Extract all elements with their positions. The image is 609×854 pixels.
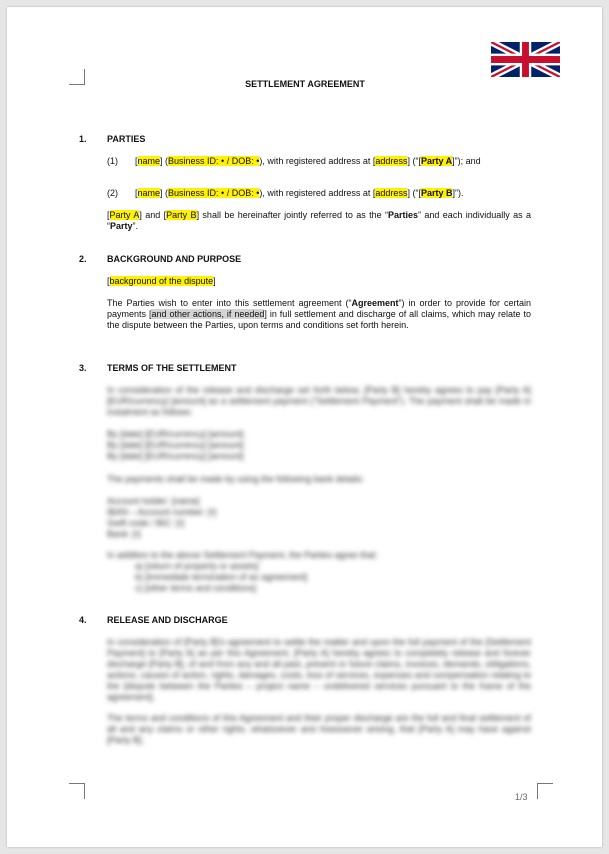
page-number: 1/3 xyxy=(515,792,528,802)
bank-line: Bank: [•] xyxy=(107,529,141,539)
section-title: TERMS OF THE SETTLEMENT xyxy=(107,363,237,373)
uk-flag-icon xyxy=(491,42,560,77)
dispute-placeholder: [background of the dispute] xyxy=(107,276,216,286)
list-item: b) [immediate termination of an agreement] xyxy=(135,572,308,582)
placeholder-address: address xyxy=(375,156,408,166)
placeholder-business-id: Business ID: • / DOB: • xyxy=(168,188,260,198)
final-settlement-blurred: The terms and conditions of this Agreement and their proper discharge are the full and final settlement of all and any claims or other rights, whatsoever and howsoever arising, that [Party A] may have against [Party B]. xyxy=(107,713,531,745)
section-number: 4. xyxy=(79,615,87,625)
list-item: a) [return of property or assets] xyxy=(135,561,259,571)
section-number: 2. xyxy=(79,254,87,264)
placeholder-party-b: Party B xyxy=(420,188,453,198)
payment-row: By [date] [EUR/currency] [amount] xyxy=(107,429,244,439)
item-text: [name] (Business ID: • / DOB: •), with registered address at [address] (“[Party B]”). xyxy=(135,188,464,198)
additional-terms-blurred: In addition to the above Settlement Payment, the Parties agree that: xyxy=(107,550,378,560)
document-title: SETTLEMENT AGREEMENT xyxy=(245,79,365,89)
parties-joint-paragraph: [Party A] and [Party B] shall be hereinafter jointly referred to as the “Parties” and each individually as a “Party”. xyxy=(107,210,531,231)
bank-intro-blurred: The payments shall be made by using the following bank details: xyxy=(107,474,365,484)
purpose-paragraph: The Parties wish to enter into this settlement agreement (“Agreement”) in order to provide for certain payments [and other actions, if needed] in full settlement and discharge of all claims, which may relate to the dispute between the Parties, upon terms and conditions set forth herein. xyxy=(107,298,531,330)
document-page xyxy=(7,7,602,847)
placeholder-name: name xyxy=(137,188,161,198)
section-title: PARTIES xyxy=(107,134,146,144)
placeholder-party-a: Party A xyxy=(109,210,140,220)
section-number: 1. xyxy=(79,134,87,144)
section-number: 3. xyxy=(79,363,87,373)
placeholder-other-actions: and other actions, if needed xyxy=(151,309,265,319)
crop-mark-bottom-left xyxy=(69,783,85,799)
section-title: RELEASE AND DISCHARGE xyxy=(107,615,228,625)
placeholder-party-b: Party B xyxy=(166,210,197,220)
list-item: c) [other terms and conditions] xyxy=(135,583,257,593)
payment-schedule-blurred xyxy=(107,429,531,462)
placeholder-party-a: Party A xyxy=(420,156,453,166)
bank-details-blurred xyxy=(107,496,531,540)
item-number: (2) xyxy=(107,188,118,198)
placeholder-address: address xyxy=(375,188,408,198)
bank-line: Account holder: [name] xyxy=(107,496,200,506)
payment-row: By [date] [EUR/currency] [amount] xyxy=(107,451,244,461)
item-text: [name] (Business ID: • / DOB: •), with registered address at [address] (“[Party A]”); and xyxy=(135,156,481,166)
terms-paragraph-blurred: In consideration of the release and discharge set forth below, [Party B] hereby agrees to pay [Party A] [EUR/currency] [amount] as a settlement payment (“Settlement Payment”). The payment shall be made in instalment as follows: xyxy=(107,385,531,417)
crop-mark-bottom-right xyxy=(537,783,553,799)
additional-terms-list-blurred xyxy=(135,561,531,594)
bank-line: IBAN – Account number: [•] xyxy=(107,507,217,517)
section-title: BACKGROUND AND PURPOSE xyxy=(107,254,242,264)
placeholder-name: name xyxy=(137,156,161,166)
item-number: (1) xyxy=(107,156,118,166)
payment-row: By [date] [EUR/currency] [amount] xyxy=(107,440,244,450)
release-paragraph-blurred: In consideration of [Party B]'s agreement to settle the matter and upon the full payment of the [Settlement Payment] to [Party A] as per this Agreement, [Party A] hereby agrees to completely release and forever discharge [Party B], of and from any and all past, present or future claims, invoices, demands, obligations, actions, causes of action, rights, damages, costs, loss of services, expenses and compensation relating to the [dispute between the Parties – project name – undelivered services pursuant to the frame of the agreement]. xyxy=(107,637,531,702)
placeholder-business-id: Business ID: • / DOB: • xyxy=(168,156,260,166)
bank-line: Swift code / BIC: [•] xyxy=(107,518,185,528)
